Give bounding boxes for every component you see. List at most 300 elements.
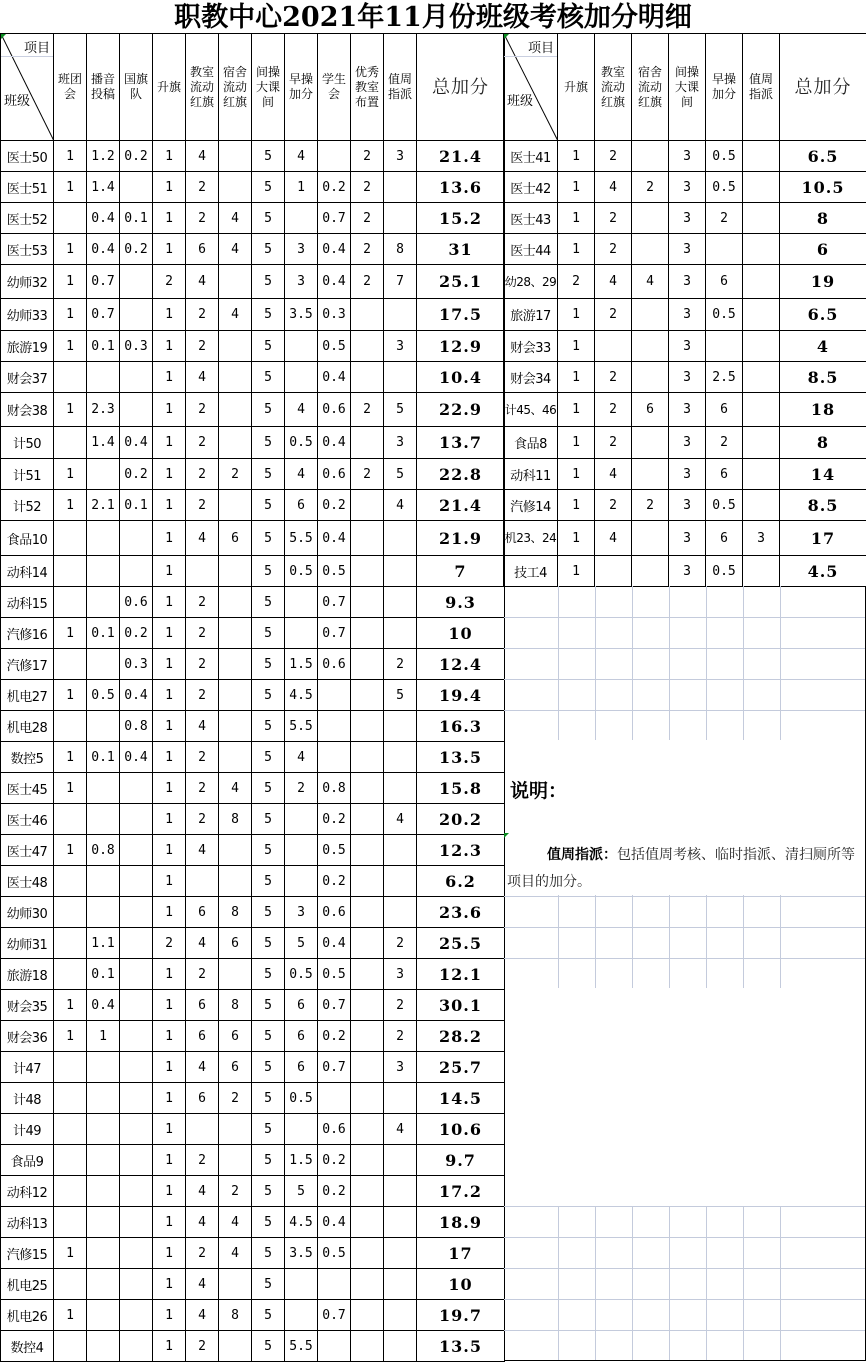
- score-cell[interactable]: [120, 1083, 153, 1114]
- score-cell[interactable]: 2.1: [87, 490, 120, 521]
- score-cell[interactable]: [318, 680, 351, 711]
- score-cell[interactable]: 1: [153, 959, 186, 990]
- score-cell[interactable]: 0.1: [87, 742, 120, 773]
- score-cell[interactable]: 2: [219, 1083, 252, 1114]
- score-cell[interactable]: 4: [219, 299, 252, 331]
- score-cell[interactable]: 2: [595, 490, 632, 521]
- score-cell[interactable]: 2: [384, 990, 417, 1021]
- score-cell[interactable]: [285, 618, 318, 649]
- total-score-cell[interactable]: 21.4: [417, 490, 505, 521]
- score-cell[interactable]: 1: [153, 393, 186, 427]
- total-score-cell[interactable]: 10: [417, 1269, 505, 1300]
- total-score-cell[interactable]: 4.5: [780, 556, 866, 587]
- total-score-cell[interactable]: 17.5: [417, 299, 505, 331]
- score-cell[interactable]: 0.8: [87, 835, 120, 866]
- score-cell[interactable]: [384, 1176, 417, 1207]
- score-cell[interactable]: [219, 959, 252, 990]
- total-score-cell[interactable]: 8: [780, 203, 866, 234]
- score-cell[interactable]: 0.2: [318, 1145, 351, 1176]
- score-cell[interactable]: 0.7: [318, 1052, 351, 1083]
- score-cell[interactable]: [384, 362, 417, 393]
- score-cell[interactable]: 0.1: [87, 331, 120, 362]
- score-cell[interactable]: 3: [669, 234, 706, 265]
- score-cell[interactable]: [384, 1300, 417, 1331]
- score-cell[interactable]: [351, 1021, 384, 1052]
- score-cell[interactable]: 1: [153, 1052, 186, 1083]
- class-name-cell[interactable]: 食品8: [504, 427, 558, 459]
- score-cell[interactable]: [384, 556, 417, 587]
- score-cell[interactable]: 4: [186, 1207, 219, 1238]
- score-cell[interactable]: 3: [669, 459, 706, 490]
- score-cell[interactable]: [219, 172, 252, 203]
- class-name-cell[interactable]: 汽修15: [1, 1238, 54, 1269]
- score-cell[interactable]: 0.2: [318, 866, 351, 897]
- score-cell[interactable]: 3: [285, 234, 318, 265]
- score-cell[interactable]: 2: [186, 959, 219, 990]
- score-cell[interactable]: [54, 1269, 87, 1300]
- score-cell[interactable]: 2: [558, 265, 595, 299]
- class-name-cell[interactable]: 财会38: [1, 393, 54, 427]
- class-name-cell[interactable]: 机电26: [1, 1300, 54, 1331]
- total-score-cell[interactable]: 10.4: [417, 362, 505, 393]
- score-cell[interactable]: [87, 1083, 120, 1114]
- class-name-cell[interactable]: 医士51: [1, 172, 54, 203]
- class-name-cell[interactable]: 计45、46: [504, 393, 558, 427]
- score-cell[interactable]: [120, 835, 153, 866]
- score-cell[interactable]: [219, 742, 252, 773]
- score-cell[interactable]: 5: [252, 1021, 285, 1052]
- score-cell[interactable]: 5: [252, 835, 285, 866]
- score-cell[interactable]: 1: [153, 649, 186, 680]
- class-name-cell[interactable]: 机电27: [1, 680, 54, 711]
- score-cell[interactable]: 1: [54, 1238, 87, 1269]
- score-cell[interactable]: 3: [669, 490, 706, 521]
- score-cell[interactable]: 5: [252, 897, 285, 928]
- total-score-cell[interactable]: 15.8: [417, 773, 505, 804]
- score-cell[interactable]: [54, 1145, 87, 1176]
- class-name-cell[interactable]: 技工4: [504, 556, 558, 587]
- score-cell[interactable]: [285, 1114, 318, 1145]
- score-cell[interactable]: 5.5: [285, 521, 318, 556]
- score-cell[interactable]: 5: [252, 1083, 285, 1114]
- score-cell[interactable]: 1: [54, 618, 87, 649]
- class-name-cell[interactable]: 财会35: [1, 990, 54, 1021]
- score-cell[interactable]: 1: [153, 1269, 186, 1300]
- total-score-cell[interactable]: 23.6: [417, 897, 505, 928]
- score-cell[interactable]: 3.5: [285, 1238, 318, 1269]
- score-cell[interactable]: 0.5: [706, 172, 743, 203]
- score-cell[interactable]: 2: [351, 393, 384, 427]
- score-cell[interactable]: [87, 1176, 120, 1207]
- score-cell[interactable]: [54, 1331, 87, 1362]
- score-cell[interactable]: 6: [219, 1052, 252, 1083]
- score-cell[interactable]: 5: [252, 521, 285, 556]
- score-cell[interactable]: 2: [595, 427, 632, 459]
- score-cell[interactable]: 0.5: [285, 427, 318, 459]
- score-cell[interactable]: 4: [595, 265, 632, 299]
- score-cell[interactable]: 0.1: [120, 203, 153, 234]
- score-cell[interactable]: [351, 990, 384, 1021]
- score-cell[interactable]: [120, 393, 153, 427]
- score-cell[interactable]: 2: [351, 265, 384, 299]
- score-cell[interactable]: 5: [252, 680, 285, 711]
- score-cell[interactable]: [120, 1238, 153, 1269]
- score-cell[interactable]: [351, 521, 384, 556]
- total-score-cell[interactable]: 14: [780, 459, 866, 490]
- score-cell[interactable]: [285, 331, 318, 362]
- score-cell[interactable]: [219, 393, 252, 427]
- total-score-cell[interactable]: 17: [417, 1238, 505, 1269]
- total-score-cell[interactable]: 16.3: [417, 711, 505, 742]
- score-cell[interactable]: 5: [252, 265, 285, 299]
- score-cell[interactable]: 0.5: [706, 490, 743, 521]
- score-cell[interactable]: 5: [252, 362, 285, 393]
- total-score-cell[interactable]: 22.9: [417, 393, 505, 427]
- score-cell[interactable]: [384, 1269, 417, 1300]
- score-cell[interactable]: 4: [186, 1269, 219, 1300]
- score-cell[interactable]: 1: [153, 1207, 186, 1238]
- score-cell[interactable]: 0.5: [87, 680, 120, 711]
- score-cell[interactable]: [120, 1052, 153, 1083]
- total-score-cell[interactable]: 15.2: [417, 203, 505, 234]
- score-cell[interactable]: 1: [153, 1114, 186, 1145]
- score-cell[interactable]: [54, 1207, 87, 1238]
- class-name-cell[interactable]: 食品10: [1, 521, 54, 556]
- score-cell[interactable]: 4: [595, 172, 632, 203]
- score-cell[interactable]: 0.3: [120, 331, 153, 362]
- score-cell[interactable]: [54, 1114, 87, 1145]
- score-cell[interactable]: [219, 141, 252, 172]
- score-cell[interactable]: 1: [153, 299, 186, 331]
- score-cell[interactable]: 0.6: [318, 897, 351, 928]
- score-cell[interactable]: [219, 331, 252, 362]
- score-cell[interactable]: [743, 427, 780, 459]
- score-cell[interactable]: [351, 1176, 384, 1207]
- total-score-cell[interactable]: 17: [780, 521, 866, 556]
- total-score-cell[interactable]: 12.3: [417, 835, 505, 866]
- score-cell[interactable]: 4: [186, 928, 219, 959]
- score-cell[interactable]: [384, 521, 417, 556]
- score-cell[interactable]: 1.4: [87, 427, 120, 459]
- score-cell[interactable]: 0.2: [318, 172, 351, 203]
- score-cell[interactable]: [54, 1083, 87, 1114]
- score-cell[interactable]: 6: [186, 234, 219, 265]
- score-cell[interactable]: 0.1: [87, 959, 120, 990]
- score-cell[interactable]: [384, 866, 417, 897]
- total-score-cell[interactable]: 8.5: [780, 490, 866, 521]
- class-name-cell[interactable]: 计52: [1, 490, 54, 521]
- score-cell[interactable]: 1: [153, 866, 186, 897]
- score-cell[interactable]: 4: [219, 1207, 252, 1238]
- score-cell[interactable]: 1: [153, 1176, 186, 1207]
- score-cell[interactable]: [351, 649, 384, 680]
- score-cell[interactable]: 5: [252, 990, 285, 1021]
- score-cell[interactable]: 2.3: [87, 393, 120, 427]
- score-cell[interactable]: 4: [595, 459, 632, 490]
- score-cell[interactable]: 6: [706, 521, 743, 556]
- score-cell[interactable]: 3: [669, 393, 706, 427]
- score-cell[interactable]: [120, 990, 153, 1021]
- score-cell[interactable]: [384, 742, 417, 773]
- score-cell[interactable]: 6: [186, 990, 219, 1021]
- score-cell[interactable]: 6: [285, 990, 318, 1021]
- score-cell[interactable]: 1: [153, 556, 186, 587]
- score-cell[interactable]: 5: [252, 299, 285, 331]
- score-cell[interactable]: [219, 265, 252, 299]
- score-cell[interactable]: 1: [54, 234, 87, 265]
- score-cell[interactable]: 4: [219, 203, 252, 234]
- total-score-cell[interactable]: 25.1: [417, 265, 505, 299]
- score-cell[interactable]: [87, 1207, 120, 1238]
- score-cell[interactable]: [54, 1052, 87, 1083]
- score-cell[interactable]: [743, 362, 780, 393]
- score-cell[interactable]: 1.2: [87, 141, 120, 172]
- score-cell[interactable]: 4: [186, 711, 219, 742]
- score-cell[interactable]: [87, 711, 120, 742]
- score-cell[interactable]: 1: [558, 459, 595, 490]
- score-cell[interactable]: 0.6: [318, 459, 351, 490]
- score-cell[interactable]: 3: [669, 362, 706, 393]
- score-cell[interactable]: [384, 587, 417, 618]
- score-cell[interactable]: [384, 711, 417, 742]
- score-cell[interactable]: [632, 234, 669, 265]
- score-cell[interactable]: [54, 203, 87, 234]
- score-cell[interactable]: [87, 804, 120, 835]
- score-cell[interactable]: [384, 299, 417, 331]
- score-cell[interactable]: [120, 866, 153, 897]
- score-cell[interactable]: [87, 521, 120, 556]
- score-cell[interactable]: 0.4: [318, 427, 351, 459]
- score-cell[interactable]: 2: [186, 203, 219, 234]
- score-cell[interactable]: 5: [252, 587, 285, 618]
- score-cell[interactable]: [351, 1145, 384, 1176]
- class-name-cell[interactable]: 医士53: [1, 234, 54, 265]
- score-cell[interactable]: 1.4: [87, 172, 120, 203]
- class-name-cell[interactable]: 幼28、29: [504, 265, 558, 299]
- total-score-cell[interactable]: 12.1: [417, 959, 505, 990]
- score-cell[interactable]: 5: [252, 234, 285, 265]
- score-cell[interactable]: 5: [252, 742, 285, 773]
- score-cell[interactable]: 0.4: [318, 234, 351, 265]
- score-cell[interactable]: 0.2: [318, 804, 351, 835]
- score-cell[interactable]: [743, 203, 780, 234]
- score-cell[interactable]: 5: [384, 393, 417, 427]
- score-cell[interactable]: 1: [54, 459, 87, 490]
- score-cell[interactable]: 1: [153, 990, 186, 1021]
- class-name-cell[interactable]: 医士48: [1, 866, 54, 897]
- score-cell[interactable]: 2: [186, 773, 219, 804]
- score-cell[interactable]: [87, 897, 120, 928]
- score-cell[interactable]: 2: [351, 203, 384, 234]
- score-cell[interactable]: 1: [153, 459, 186, 490]
- score-cell[interactable]: 5: [252, 1300, 285, 1331]
- score-cell[interactable]: 0.7: [318, 1300, 351, 1331]
- class-name-cell[interactable]: 动科13: [1, 1207, 54, 1238]
- score-cell[interactable]: [384, 1083, 417, 1114]
- score-cell[interactable]: 6: [285, 490, 318, 521]
- score-cell[interactable]: [87, 1331, 120, 1362]
- score-cell[interactable]: 5: [252, 1207, 285, 1238]
- score-cell[interactable]: 2: [595, 203, 632, 234]
- total-score-cell[interactable]: 19.4: [417, 680, 505, 711]
- score-cell[interactable]: 1: [153, 835, 186, 866]
- total-score-cell[interactable]: 10.6: [417, 1114, 505, 1145]
- score-cell[interactable]: 0.4: [87, 990, 120, 1021]
- score-cell[interactable]: 3: [743, 521, 780, 556]
- score-cell[interactable]: [219, 835, 252, 866]
- score-cell[interactable]: 0.3: [120, 649, 153, 680]
- score-cell[interactable]: 2: [186, 742, 219, 773]
- score-cell[interactable]: 4: [384, 804, 417, 835]
- total-score-cell[interactable]: 6.2: [417, 866, 505, 897]
- score-cell[interactable]: [351, 928, 384, 959]
- score-cell[interactable]: [351, 1083, 384, 1114]
- score-cell[interactable]: [351, 1114, 384, 1145]
- class-name-cell[interactable]: 旅游17: [504, 299, 558, 331]
- score-cell[interactable]: [120, 1114, 153, 1145]
- class-name-cell[interactable]: 财会34: [504, 362, 558, 393]
- total-score-cell[interactable]: 13.5: [417, 1331, 505, 1362]
- score-cell[interactable]: [384, 1331, 417, 1362]
- class-name-cell[interactable]: 旅游18: [1, 959, 54, 990]
- class-name-cell[interactable]: 医士47: [1, 835, 54, 866]
- class-name-cell[interactable]: 幼师31: [1, 928, 54, 959]
- score-cell[interactable]: 5: [252, 556, 285, 587]
- score-cell[interactable]: 4.5: [285, 1207, 318, 1238]
- score-cell[interactable]: 3: [669, 427, 706, 459]
- score-cell[interactable]: 5: [384, 459, 417, 490]
- score-cell[interactable]: 6: [706, 265, 743, 299]
- score-cell[interactable]: 2: [186, 331, 219, 362]
- score-cell[interactable]: 1: [54, 1300, 87, 1331]
- score-cell[interactable]: [743, 393, 780, 427]
- score-cell[interactable]: [743, 556, 780, 587]
- score-cell[interactable]: [120, 1145, 153, 1176]
- score-cell[interactable]: [219, 556, 252, 587]
- score-cell[interactable]: 4: [285, 742, 318, 773]
- score-cell[interactable]: [743, 265, 780, 299]
- score-cell[interactable]: 0.2: [318, 1021, 351, 1052]
- score-cell[interactable]: 3: [669, 141, 706, 172]
- score-cell[interactable]: 2: [351, 234, 384, 265]
- score-cell[interactable]: [186, 556, 219, 587]
- score-cell[interactable]: 1: [558, 393, 595, 427]
- score-cell[interactable]: [743, 172, 780, 203]
- score-cell[interactable]: 1: [54, 172, 87, 203]
- score-cell[interactable]: 0.4: [120, 680, 153, 711]
- score-cell[interactable]: 1: [558, 203, 595, 234]
- score-cell[interactable]: 4: [219, 234, 252, 265]
- score-cell[interactable]: 0.5: [706, 141, 743, 172]
- total-score-cell[interactable]: 22.8: [417, 459, 505, 490]
- score-cell[interactable]: [120, 521, 153, 556]
- score-cell[interactable]: 1: [153, 331, 186, 362]
- score-cell[interactable]: 3: [669, 265, 706, 299]
- score-cell[interactable]: 6: [285, 1052, 318, 1083]
- score-cell[interactable]: [351, 618, 384, 649]
- score-cell[interactable]: 6: [706, 459, 743, 490]
- score-cell[interactable]: 4: [186, 1300, 219, 1331]
- score-cell[interactable]: 2: [186, 1145, 219, 1176]
- total-score-cell[interactable]: 10: [417, 618, 505, 649]
- score-cell[interactable]: [120, 265, 153, 299]
- score-cell[interactable]: [285, 866, 318, 897]
- total-score-cell[interactable]: 9.3: [417, 587, 505, 618]
- score-cell[interactable]: 5.5: [285, 711, 318, 742]
- score-cell[interactable]: 6: [186, 1021, 219, 1052]
- score-cell[interactable]: 0.7: [318, 203, 351, 234]
- score-cell[interactable]: [351, 742, 384, 773]
- score-cell[interactable]: 0.2: [120, 459, 153, 490]
- score-cell[interactable]: 0.2: [318, 490, 351, 521]
- score-cell[interactable]: 0.4: [120, 427, 153, 459]
- score-cell[interactable]: [384, 897, 417, 928]
- score-cell[interactable]: 0.7: [318, 587, 351, 618]
- score-cell[interactable]: [351, 362, 384, 393]
- score-cell[interactable]: 4: [384, 1114, 417, 1145]
- total-score-cell[interactable]: 12.4: [417, 649, 505, 680]
- score-cell[interactable]: [87, 866, 120, 897]
- score-cell[interactable]: [285, 203, 318, 234]
- score-cell[interactable]: 1: [153, 1083, 186, 1114]
- total-score-cell[interactable]: 19.7: [417, 1300, 505, 1331]
- score-cell[interactable]: [351, 299, 384, 331]
- score-cell[interactable]: [54, 649, 87, 680]
- score-cell[interactable]: [318, 1083, 351, 1114]
- score-cell[interactable]: 6: [632, 393, 669, 427]
- score-cell[interactable]: 1: [54, 490, 87, 521]
- score-cell[interactable]: 4: [285, 141, 318, 172]
- score-cell[interactable]: [120, 362, 153, 393]
- score-cell[interactable]: 5: [252, 141, 285, 172]
- class-name-cell[interactable]: 汽修17: [1, 649, 54, 680]
- class-name-cell[interactable]: 动科12: [1, 1176, 54, 1207]
- score-cell[interactable]: 0.3: [318, 299, 351, 331]
- score-cell[interactable]: 6: [285, 1021, 318, 1052]
- score-cell[interactable]: 0.5: [318, 1238, 351, 1269]
- score-cell[interactable]: 0.6: [120, 587, 153, 618]
- score-cell[interactable]: [632, 459, 669, 490]
- score-cell[interactable]: 6: [186, 1083, 219, 1114]
- score-cell[interactable]: [87, 1145, 120, 1176]
- score-cell[interactable]: 2: [219, 1176, 252, 1207]
- score-cell[interactable]: 3: [384, 331, 417, 362]
- score-cell[interactable]: 5: [252, 711, 285, 742]
- class-name-cell[interactable]: 机电28: [1, 711, 54, 742]
- score-cell[interactable]: 5: [252, 1331, 285, 1362]
- class-name-cell[interactable]: 计48: [1, 1083, 54, 1114]
- score-cell[interactable]: [351, 680, 384, 711]
- class-name-cell[interactable]: 财会33: [504, 331, 558, 362]
- total-score-cell[interactable]: 13.6: [417, 172, 505, 203]
- score-cell[interactable]: 2: [153, 265, 186, 299]
- score-cell[interactable]: 4: [186, 362, 219, 393]
- class-name-cell[interactable]: 数控5: [1, 742, 54, 773]
- class-name-cell[interactable]: 机23、24: [504, 521, 558, 556]
- score-cell[interactable]: 1: [153, 711, 186, 742]
- class-name-cell[interactable]: 幼师30: [1, 897, 54, 928]
- score-cell[interactable]: [706, 331, 743, 362]
- score-cell[interactable]: 5: [252, 331, 285, 362]
- score-cell[interactable]: 3: [669, 203, 706, 234]
- score-cell[interactable]: 2: [285, 773, 318, 804]
- score-cell[interactable]: 1: [153, 773, 186, 804]
- score-cell[interactable]: 5: [285, 1176, 318, 1207]
- score-cell[interactable]: 4: [186, 1176, 219, 1207]
- score-cell[interactable]: [87, 556, 120, 587]
- score-cell[interactable]: 1.1: [87, 928, 120, 959]
- score-cell[interactable]: 0.4: [120, 742, 153, 773]
